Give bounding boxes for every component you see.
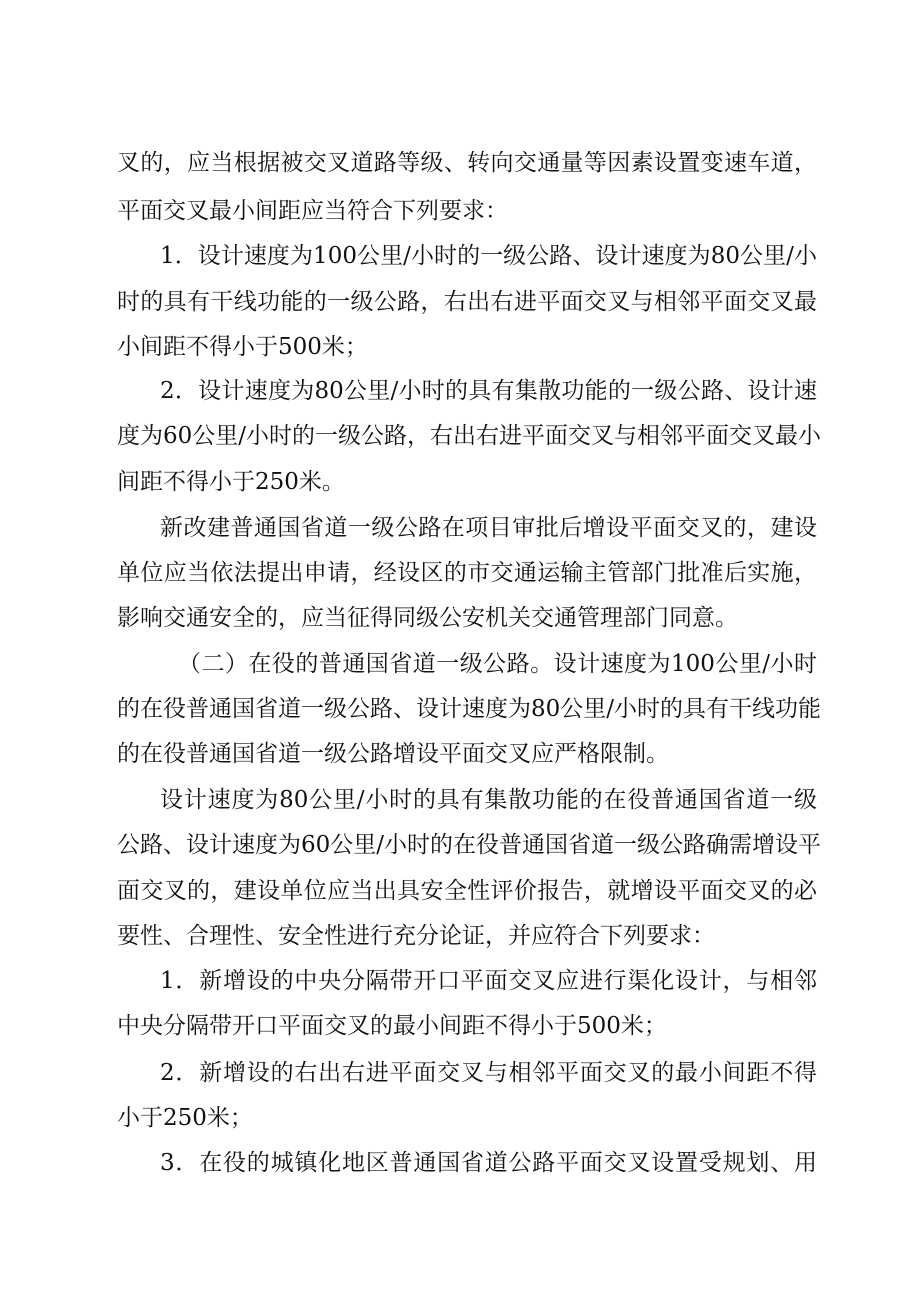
text-line: 2．新增设的右出右进平面交叉与相邻平面交叉的最小间距不得	[160, 1060, 817, 1086]
text-line: 要性、合理性、安全性进行充分论证，并应符合下列要求：	[117, 923, 715, 949]
text-line: 小间距不得小于500米；	[117, 334, 368, 360]
text-line: 面交叉的，建设单位应当出具安全性评价报告，就增设平面交叉的必	[117, 878, 817, 904]
text-line: （二）在役的普通国省道一级公路。设计速度为100公里/小时	[178, 651, 817, 677]
text-line: 设计速度为80公里/小时的具有集散功能的在役普通国省道一级	[160, 787, 817, 813]
text-line: 1．新增设的中央分隔带开口平面交叉应进行渠化设计，与相邻	[160, 968, 817, 994]
text-line: 的在役普通国省道一级公路增设平面交叉应严格限制。	[117, 741, 669, 767]
text-line: 小于250米；	[117, 1105, 253, 1131]
text-line: 1．设计速度为100公里/小时的一级公路、设计速度为80公里/小	[160, 243, 817, 269]
text-line: 平面交叉最小间距应当符合下列要求：	[117, 198, 508, 224]
text-line: 影响交通安全的，应当征得同级公安机关交通管理部门同意。	[117, 605, 738, 631]
text-line: 中央分隔带开口平面交叉的最小间距不得小于500米；	[117, 1013, 667, 1039]
text-line: 叉的，应当根据被交叉道路等级、转向交通量等因素设置变速车道，	[117, 150, 817, 176]
text-line: 的在役普通国省道一级公路、设计速度为80公里/小时的具有干线功能	[117, 696, 822, 722]
text-line: 3．在役的城镇化地区普通国省道公路平面交叉设置受规划、用	[160, 1150, 817, 1176]
text-line: 间距不得小于250米。	[117, 469, 345, 495]
text-line: 时的具有干线功能的一级公路，右出右进平面交叉与相邻平面交叉最	[117, 289, 817, 315]
text-line: 新改建普通国省道一级公路在项目审批后增设平面交叉的，建设	[160, 515, 817, 541]
text-line: 单位应当依法提出申请，经设区的市交通运输主管部门批准后实施，	[117, 560, 817, 586]
text-line: 度为60公里/小时的一级公路，右出右进平面交叉与相邻平面交叉最小	[117, 423, 822, 449]
text-line: 2．设计速度为80公里/小时的具有集散功能的一级公路、设计速	[160, 378, 817, 404]
text-line: 公路、设计速度为60公里/小时的在役普通国省道一级公路确需增设平	[117, 832, 822, 858]
